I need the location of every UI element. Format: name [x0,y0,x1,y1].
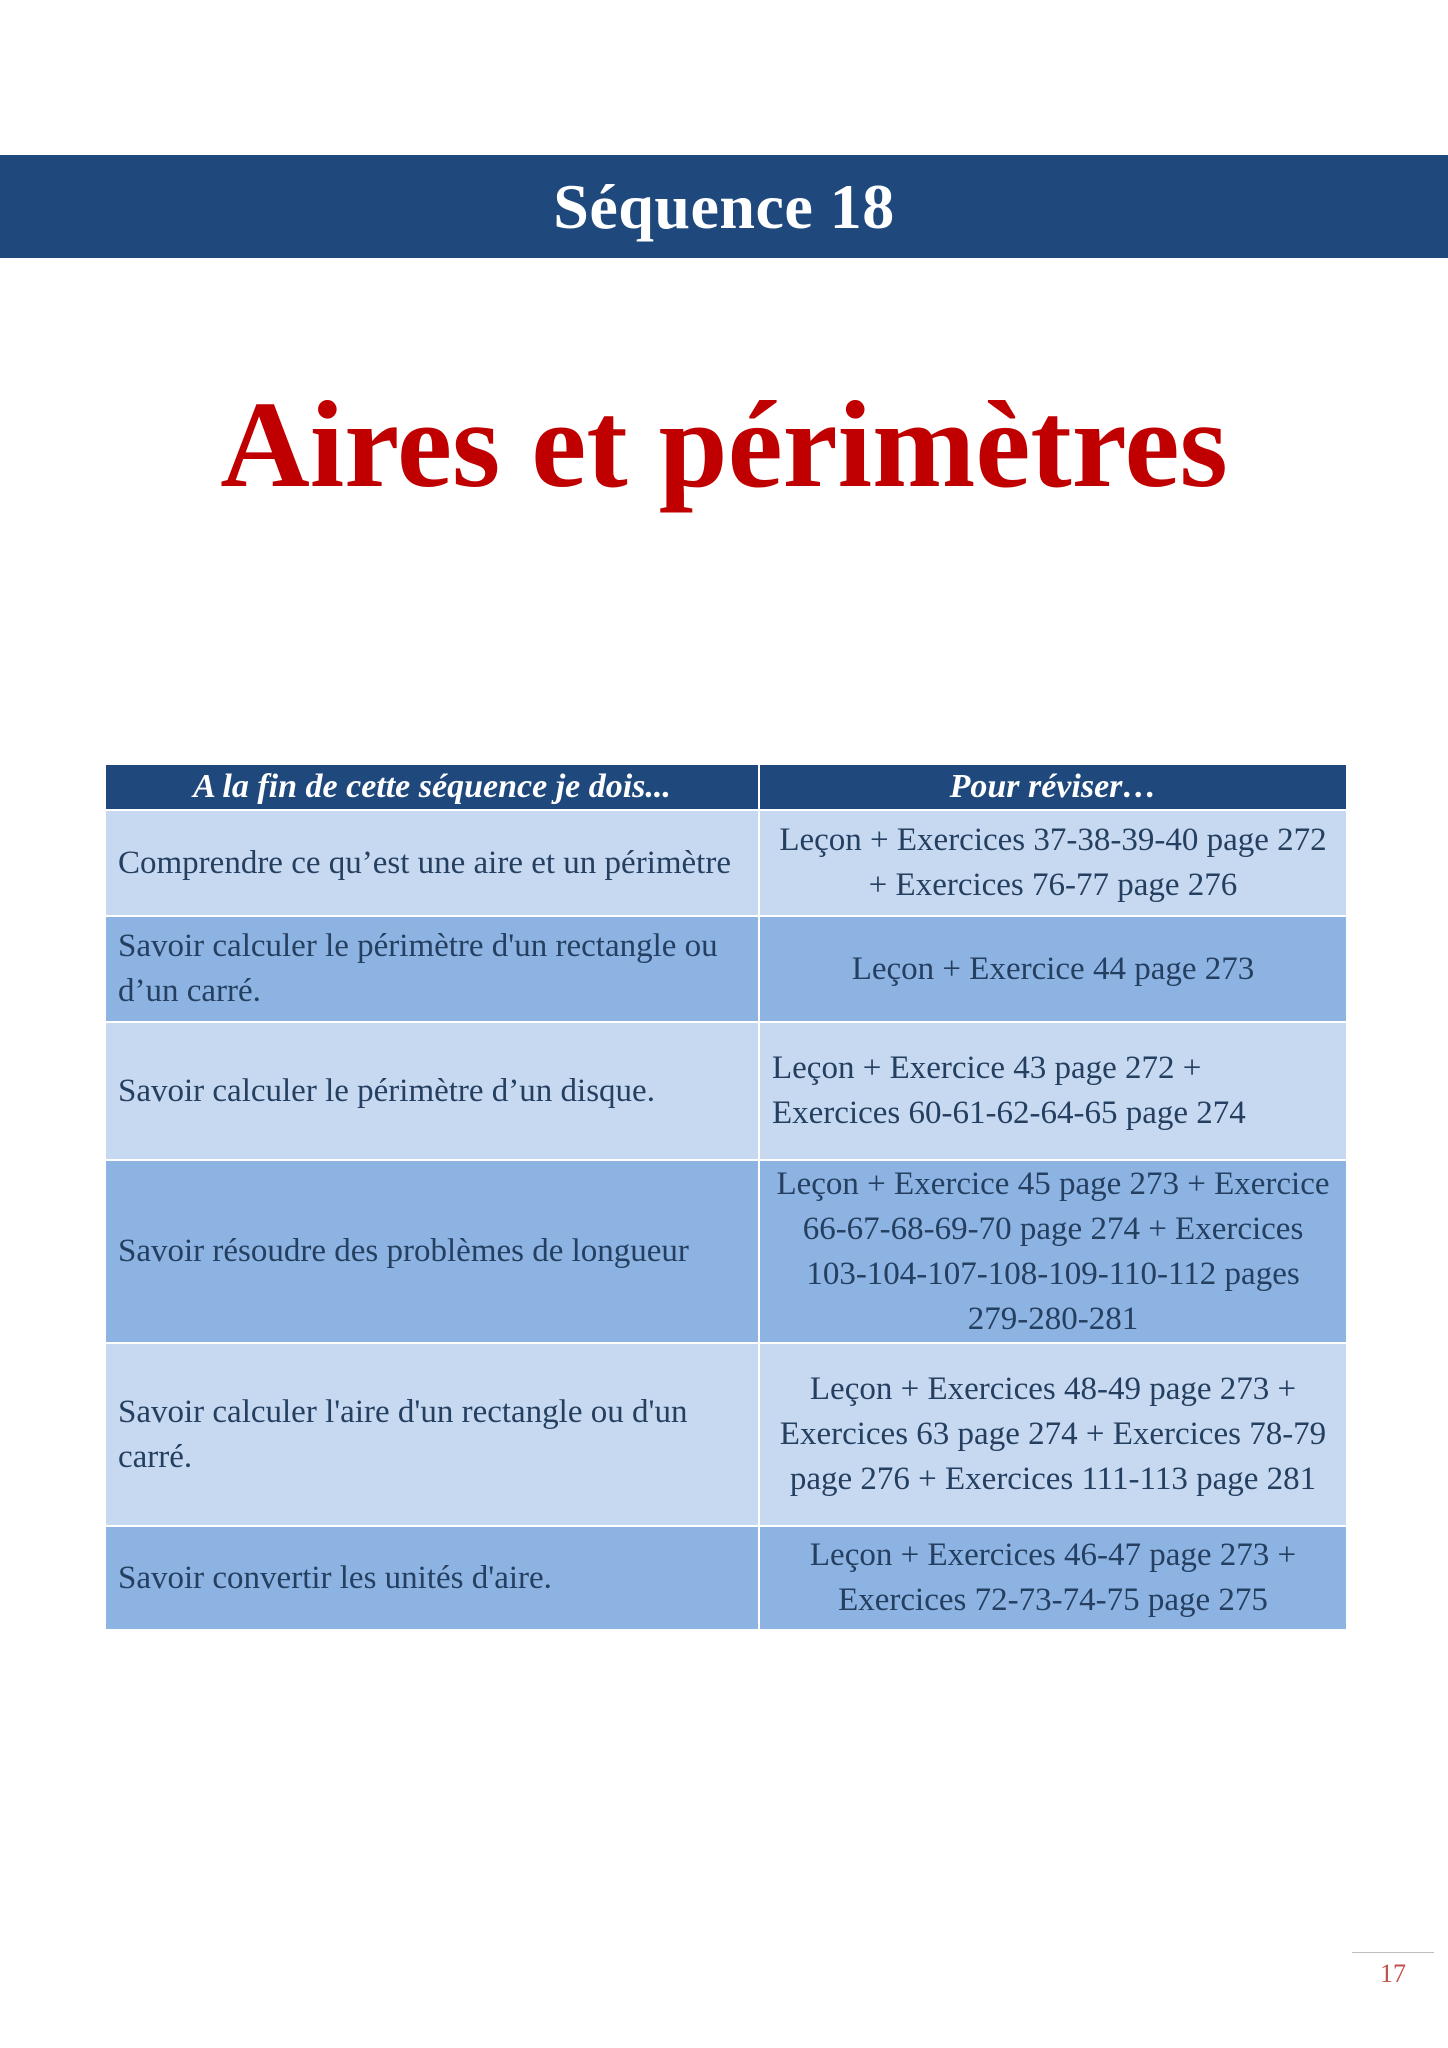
objectives-table [104,763,1348,1631]
revision-cell: Leçon + Exercices 46-47 page 273 + Exercices 72-73-74-75 page 275 [759,1526,1347,1630]
objective-cell: Savoir calculer le périmètre d'un rectangle ou d’un carré. [105,916,759,1022]
objective-cell: Savoir calculer l'aire d'un rectangle ou d'un carré. [105,1343,759,1526]
objective-cell: Savoir résoudre des problèmes de longueur [105,1160,759,1343]
table-row [105,1022,1347,1160]
table-row [105,810,1347,916]
revision-cell: Leçon + Exercice 45 page 273 + Exercice 66-67-68-69-70 page 274 + Exercices 103-104-107-108-109-110-112 pages 279-280-281 [759,1160,1347,1343]
header-objectives: A la fin de cette séquence je dois... [105,764,759,810]
table-row [105,1160,1347,1343]
sequence-label: Séquence 18 [553,170,895,242]
header-revision: Pour réviser… [759,764,1347,810]
table-row [105,916,1347,1022]
sequence-banner [0,155,1448,258]
revision-cell: Leçon + Exercices 48-49 page 273 + Exercices 63 page 274 + Exercices 78-79 page 276 + Exercices 111-113 page 281 [759,1343,1347,1526]
objective-cell: Savoir calculer le périmètre d’un disque. [105,1022,759,1160]
revision-cell: Leçon + Exercice 44 page 273 [759,916,1347,1022]
objective-cell: Comprendre ce qu’est une aire et un périmètre [105,810,759,916]
revision-cell: Leçon + Exercice 43 page 272 + Exercices 60-61-62-64-65 page 274 [759,1022,1347,1160]
table-row [105,1343,1347,1526]
table-header-row [105,764,1347,810]
objective-cell: Savoir convertir les unités d'aire. [105,1526,759,1630]
page-title: Aires et périmètres [220,376,1228,513]
revision-cell: Leçon + Exercices 37-38-39-40 page 272 + Exercices 76-77 page 276 [759,810,1347,916]
table-row [105,1526,1347,1630]
page-number: 17 [1352,1952,1434,1989]
